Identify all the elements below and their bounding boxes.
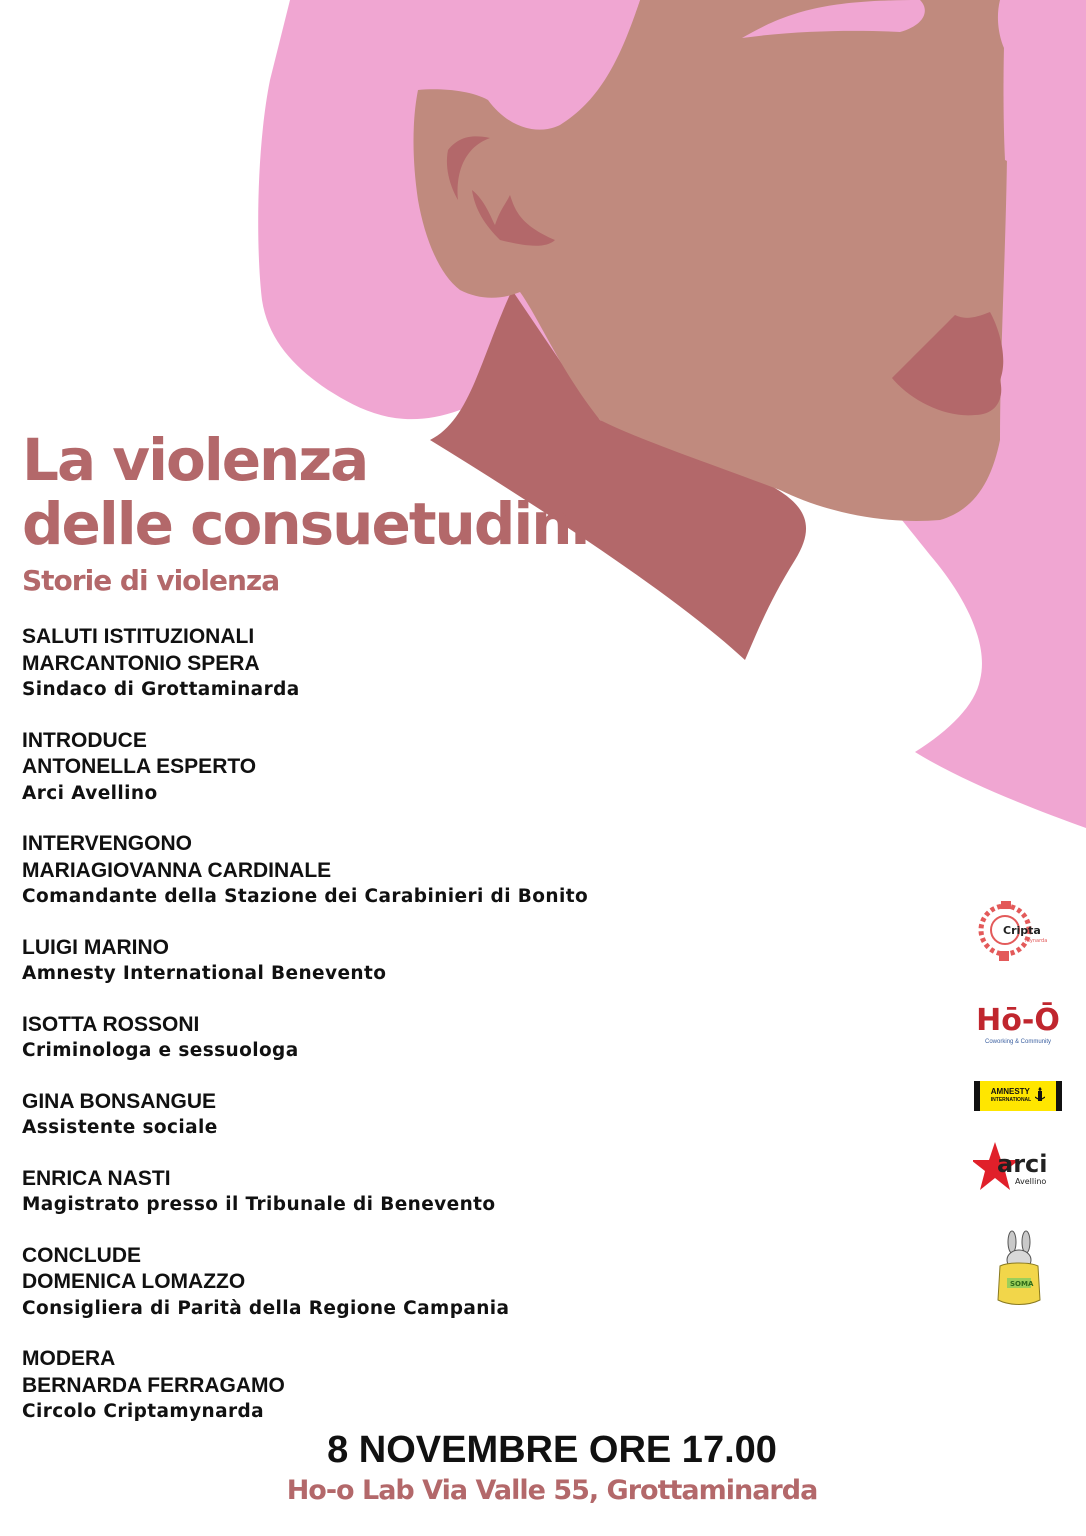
title-block bbox=[22, 428, 588, 598]
speaker-role: Assistente sociale bbox=[22, 1117, 218, 1138]
program-section-intervengono bbox=[22, 831, 588, 911]
speaker-name: GINA BONSANGUE bbox=[22, 1089, 217, 1113]
program-section-modera bbox=[22, 1346, 588, 1426]
speaker-role: Amnesty International Benevento bbox=[22, 963, 387, 984]
speaker-program bbox=[22, 624, 588, 1450]
speaker-name: LUIGI MARINO bbox=[22, 935, 169, 959]
speaker-name: BERNARDA FERRAGAMO bbox=[22, 1373, 285, 1397]
speaker-name: DOMENICA LOMAZZO bbox=[22, 1270, 246, 1293]
section-label: SALUTI ISTITUZIONALI bbox=[22, 625, 255, 648]
program-section-introduce bbox=[22, 728, 588, 808]
poster-title-line-1: La violenza bbox=[22, 426, 368, 494]
program-speaker-marino bbox=[22, 935, 588, 988]
amnesty-line2: INTERNATIONAL bbox=[990, 1097, 1032, 1103]
speaker-role: Consigliera di Parità della Regione Campania bbox=[22, 1297, 510, 1319]
program-speaker-nasti bbox=[22, 1166, 588, 1219]
speaker-name: MARCANTONIO SPERA bbox=[22, 651, 260, 675]
event-datetime: 8 NOVEMBRE ORE 17.00 bbox=[327, 1429, 777, 1471]
section-label: INTRODUCE bbox=[22, 728, 147, 752]
svg-text:SOMA: SOMA bbox=[1010, 1280, 1034, 1288]
cripta-mynarda-logo-icon bbox=[950, 890, 1086, 970]
arci-avellino-logo-icon bbox=[950, 1140, 1086, 1200]
poster-subtitle: Storie di violenza bbox=[22, 564, 280, 597]
program-section-saluti bbox=[22, 624, 588, 704]
program-speaker-bonsangue bbox=[22, 1089, 588, 1142]
hoo-lab-logo-icon bbox=[950, 990, 1086, 1060]
speaker-role: Circolo Criptamynarda bbox=[22, 1401, 265, 1422]
svg-text:arci: arci bbox=[997, 1150, 1048, 1178]
speaker-name: MARIAGIOVANNA CARDINALE bbox=[22, 858, 332, 882]
speaker-role: Comandante della Stazione dei Carabinieri di Bonito bbox=[22, 886, 589, 907]
candle-icon bbox=[1035, 1087, 1045, 1105]
section-label: CONCLUDE bbox=[22, 1243, 141, 1267]
speaker-role: Criminologa e sessuologa bbox=[22, 1040, 299, 1061]
section-label: MODERA bbox=[22, 1347, 116, 1370]
amnesty-line1: AMNESTY bbox=[990, 1087, 1030, 1096]
svg-text:mynarda: mynarda bbox=[1025, 938, 1048, 944]
hoo-lab-tagline: Coworking & Community bbox=[984, 1039, 1052, 1045]
speaker-name: ANTONELLA ESPERTO bbox=[22, 755, 257, 778]
speaker-role: Arci Avellino bbox=[22, 782, 158, 804]
soma-donkey-logo-icon bbox=[950, 1230, 1086, 1310]
hoo-lab-wordmark: Hō-Ō bbox=[976, 1003, 1060, 1038]
section-label: INTERVENGONO bbox=[22, 832, 192, 855]
program-speaker-rossoni bbox=[22, 1012, 588, 1065]
program-section-conclude bbox=[22, 1243, 588, 1323]
speaker-role: Magistrato presso il Tribunale di Benevento bbox=[22, 1194, 496, 1215]
amnesty-international-logo-icon bbox=[950, 1078, 1086, 1114]
speaker-name: ENRICA NASTI bbox=[22, 1166, 171, 1190]
event-venue: Ho-o Lab Via Valle 55, Grottaminarda bbox=[286, 1475, 818, 1506]
poster-title-line-2: delle consuetudini bbox=[22, 490, 589, 558]
speaker-name: ISOTTA ROSSONI bbox=[22, 1012, 200, 1036]
svg-text:Cripta: Cripta bbox=[1003, 924, 1041, 937]
svg-text:Avellino: Avellino bbox=[1015, 1177, 1047, 1186]
speaker-role: Sindaco di Grottaminarda bbox=[22, 679, 300, 700]
